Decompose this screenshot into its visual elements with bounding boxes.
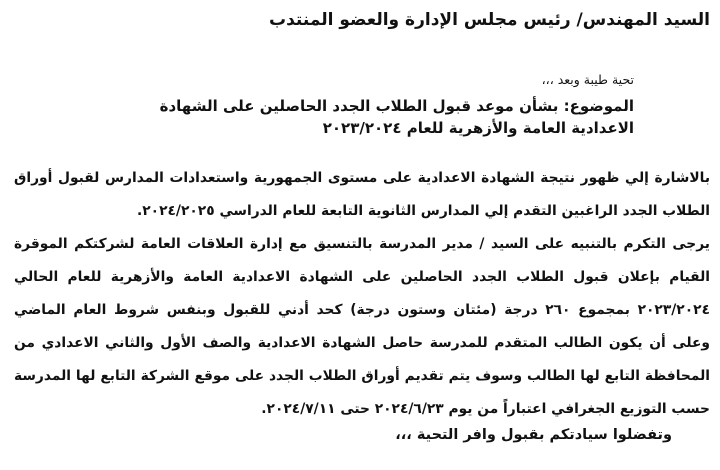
body-line-6: وعلى أن يكون الطالب المتقدم للمدرسة حاصل الشهادة الاعدادية والصف الأول والثاني الاعدادي من	[14, 335, 710, 351]
body-line-5: ٢٠٢٣/٢٠٢٤ بمجموع ٢٦٠ درجة (مئتان وستون درجة) كحد أدني للقبول وبنفس شروط العام الماضي	[14, 302, 710, 318]
subject-line-2: الاعدادية العامة والأزهرية للعام ٢٠٢٣/٢٠٢٤	[322, 119, 634, 137]
greeting-line: تحية طيبة وبعد ،،،	[541, 72, 634, 87]
closing-line: وتفضلوا سيادتكم بقبول وافر التحية ،،،	[395, 427, 672, 443]
body-line-3: يرجى التكرم بالتنبيه على السيد / مدير المدرسة بالتنسيق مع إدارة العلاقات العامة لشركتكم الموقرة	[14, 236, 710, 252]
body-line-8: حسب التوزيع الجغرافي اعتباراً من يوم ٢٠٢٤/٦/٢٣ حتى ٢٠٢٤/٧/١١.	[261, 401, 710, 417]
body-line-7: المحافظة التابع لها الطالب وسوف يتم تقديم أوراق الطلاب الجدد على موقع الشركة التابع لها المدرسة	[14, 368, 710, 384]
body-line-2: الطلاب الجدد الراغبين التقدم إلي المدارس الثانوية التابعة للعام الدراسي ٢٠٢٤/٢٠٢٥.	[136, 203, 710, 219]
body-line-1: بالاشارة إلي ظهور نتيجة الشهادة الاعدادية على مستوى الجمهورية واستعدادات المدارس لقبول أوراق	[14, 170, 710, 186]
addressee-line: السيد المهندس/ رئيس مجلس الإدارة والعضو المنتدب	[269, 10, 710, 30]
body-line-4: القيام بإعلان قبول الطلاب الجدد الحاصلين على الشهادة الاعدادية العامة والأزهرية للعام الحالي	[14, 269, 710, 285]
subject-line-1: الموضوع: بشأن موعد قبول الطلاب الجدد الحاصلين على الشهادة	[159, 97, 634, 115]
